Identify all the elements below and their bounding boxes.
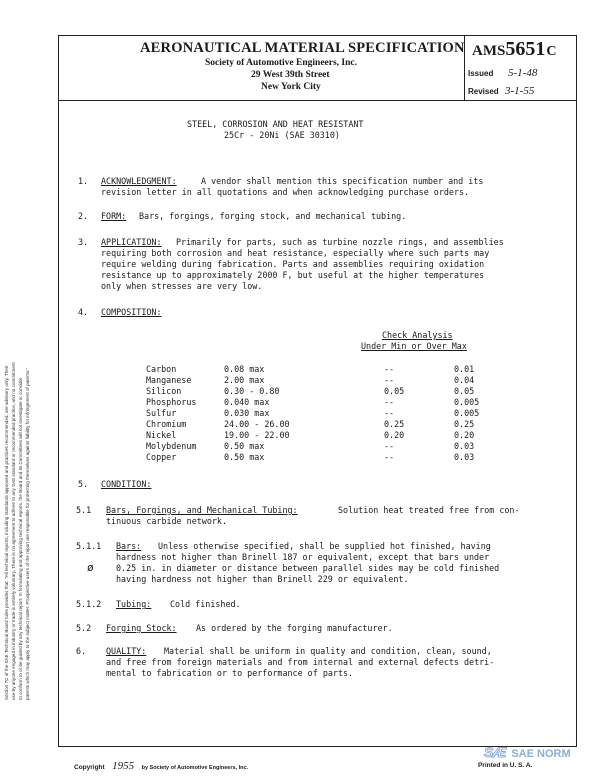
sidebar-note-2: use by anyone engaged in industry or trade is entirely voluntary. There is no agreement to adhere to any SAE standard or recommended practice, and no commitment <box>11 362 16 700</box>
section-5-number: 5. <box>78 479 89 489</box>
element-name: Chromium <box>146 419 187 429</box>
section-3-number: 3. <box>78 237 89 247</box>
subject-line-2: 25Cr - 20Ni (SAE 30310) <box>224 130 340 140</box>
element-range: 0.040 max <box>224 397 270 407</box>
element-under: -- <box>384 452 395 462</box>
section-4-heading: COMPOSITION: <box>101 307 162 317</box>
element-over: 0.03 <box>454 441 475 451</box>
element-over: 0.01 <box>454 364 475 374</box>
element-under: 0.20 <box>384 430 405 440</box>
ams-revision: C <box>546 44 557 59</box>
element-name: Copper <box>146 452 177 462</box>
section-1-line-1: A vendor shall mention this specification number and its <box>201 176 484 186</box>
section-5-heading: CONDITION: <box>101 479 152 489</box>
section-5-1-1-line-2: hardness not higher than Brinell 187 or equivalent, except that bars under <box>116 552 490 562</box>
watermark-text: SAE NORM <box>511 748 571 760</box>
element-range: 0.50 max <box>224 441 265 451</box>
element-range: 19.00 - 22.00 <box>224 430 290 440</box>
section-5-1-1-number: 5.1.1 <box>76 541 102 551</box>
copyright-by: by Society of Automotive Engineers, Inc. <box>141 765 249 771</box>
section-3-line-5: only when stresses are very low. <box>101 281 263 291</box>
element-under: -- <box>384 397 395 407</box>
copyright-year: 1955 <box>112 760 135 772</box>
element-name: Silicon <box>146 386 182 396</box>
section-5-2-heading: Forging Stock: <box>106 623 177 633</box>
section-2-heading: FORM: <box>101 211 127 221</box>
society-address: 29 West 39th Street <box>251 70 330 80</box>
ams-prefix: AMS <box>472 43 506 59</box>
section-2-line-1: Bars, forgings, forging stock, and mechanical tubing. <box>139 211 407 221</box>
element-range: 0.30 - 0.80 <box>224 386 280 396</box>
copyright <box>74 756 248 774</box>
sidebar-note-4: patents which may apply to the subject matter. Prospective users of the report are responsible for protecting themselves against liability for infringement of patents." <box>25 367 30 700</box>
element-under: -- <box>384 408 395 418</box>
section-3-line-1: Primarily for parts, such as turbine nozzle rings, and assemblies <box>176 237 504 247</box>
sidebar-note-1: Section 7C of the SAE Technical Board rules provides that: "All technical reports, including standards approved and practices recommended, are advisory only. Their <box>4 365 9 700</box>
section-5-1-heading: Bars, Forgings, and Mechanical Tubing: <box>106 505 298 515</box>
society-name: Society of Automotive Engineers, Inc. <box>205 58 357 68</box>
revised-label: Revised <box>468 87 499 96</box>
copyright-word: Copyright <box>74 764 105 771</box>
element-over: 0.04 <box>454 375 475 385</box>
section-5-1-1-line-3: 0.25 in. in diameter or distance between parallel sides may be cold finished <box>116 563 500 573</box>
header-divider <box>58 100 577 101</box>
element-range: 2.00 max <box>224 375 265 385</box>
section-6-line-3: mental to fabrication or to performance of parts. <box>106 668 354 678</box>
section-5-1-line-2: tinuous carbide network. <box>106 516 228 526</box>
section-5-2-number: 5.2 <box>76 623 92 633</box>
section-5-1-2-number: 5.1.2 <box>76 599 102 609</box>
section-5-2-line-1: As ordered by the forging manufacturer. <box>196 623 393 633</box>
section-6-number: 6. <box>76 646 87 656</box>
element-name: Sulfur <box>146 408 177 418</box>
element-over: 0.20 <box>454 430 475 440</box>
society-city: New York City <box>261 82 321 92</box>
section-2-number: 2. <box>78 211 89 221</box>
section-5-1-2-line-1: Cold finished. <box>170 599 241 609</box>
revised-date: 3-1-55 <box>505 85 535 97</box>
section-1-line-2: revision letter in all quotations and when acknowledging purchase orders. <box>101 187 470 197</box>
element-under: -- <box>384 441 395 451</box>
sidebar-note-3: to conform to or be guided by any technical report. In formulating and approving technical reports, the Board and its Committees will not investigate or consider <box>18 377 23 700</box>
element-over: 0.05 <box>454 386 475 396</box>
spec-title: AERONAUTICAL MATERIAL SPECIFICATION <box>140 40 465 56</box>
section-5-1-2-heading: Tubing: <box>116 599 152 609</box>
section-6-line-1: Material shall be uniform in quality and condition, clean, sound, <box>164 646 492 656</box>
section-5-1-1-line-4: having hardness not higher than Brinell 229 or equivalent. <box>116 574 409 584</box>
check-analysis-header: Check Analysis <box>382 330 453 340</box>
sae-logo-icon: SÆ <box>484 744 506 760</box>
section-3-line-2: requiring both corrosion and heat resistance, especially where such parts may <box>101 248 490 258</box>
ams-digits: 5651 <box>505 38 546 60</box>
revision-marker-icon: ø <box>87 561 94 574</box>
section-5-1-1-line-1: Unless otherwise specified, shall be supplied hot finished, having <box>158 541 491 551</box>
section-5-1-1-heading: Bars: <box>116 541 142 551</box>
section-6-line-2: and free from foreign materials and from internal and external defects detri- <box>106 657 495 667</box>
element-name: Phosphorus <box>146 397 197 407</box>
printed-in: Printed in U. S. A. <box>478 762 533 769</box>
issued-date: 5-1-48 <box>508 67 538 79</box>
element-under: -- <box>384 375 395 385</box>
section-3-heading: APPLICATION: <box>101 237 162 247</box>
element-over: 0.005 <box>454 397 480 407</box>
section-3-line-4: resistance up to approximately 2000 F, but useful at the higher temperatures <box>101 270 485 280</box>
element-range: 0.50 max <box>224 452 265 462</box>
element-range: 24.00 - 26.00 <box>224 419 290 429</box>
element-range: 0.08 max <box>224 364 265 374</box>
element-name: Nickel <box>146 430 177 440</box>
element-under: -- <box>384 364 395 374</box>
section-4-number: 4. <box>78 307 89 317</box>
section-3-line-3: require welding during fabrication. Parts and assemblies requiring oxidation <box>101 259 485 269</box>
page-frame <box>58 35 577 747</box>
section-1-heading: ACKNOWLEDGMENT: <box>101 176 177 186</box>
element-name: Manganese <box>146 375 192 385</box>
element-name: Molybdenum <box>146 441 197 451</box>
sae-norm-watermark <box>484 744 571 762</box>
section-6-heading: QUALITY: <box>106 646 147 656</box>
section-1-number: 1. <box>78 176 89 186</box>
subject-line-1: STEEL, CORROSION AND HEAT RESISTANT <box>187 119 364 129</box>
element-under: 0.25 <box>384 419 405 429</box>
element-under: 0.05 <box>384 386 405 396</box>
ams-number <box>472 38 556 61</box>
element-over: 0.03 <box>454 452 475 462</box>
issued-label: Issued <box>468 69 494 78</box>
element-over: 0.005 <box>454 408 480 418</box>
element-over: 0.25 <box>454 419 475 429</box>
element-name: Carbon <box>146 364 177 374</box>
section-5-1-number: 5.1 <box>76 505 92 515</box>
element-range: 0.030 max <box>224 408 270 418</box>
section-5-1-line-1: Solution heat treated free from con- <box>338 505 520 515</box>
check-analysis-subheader: Under Min or Over Max <box>361 341 467 351</box>
